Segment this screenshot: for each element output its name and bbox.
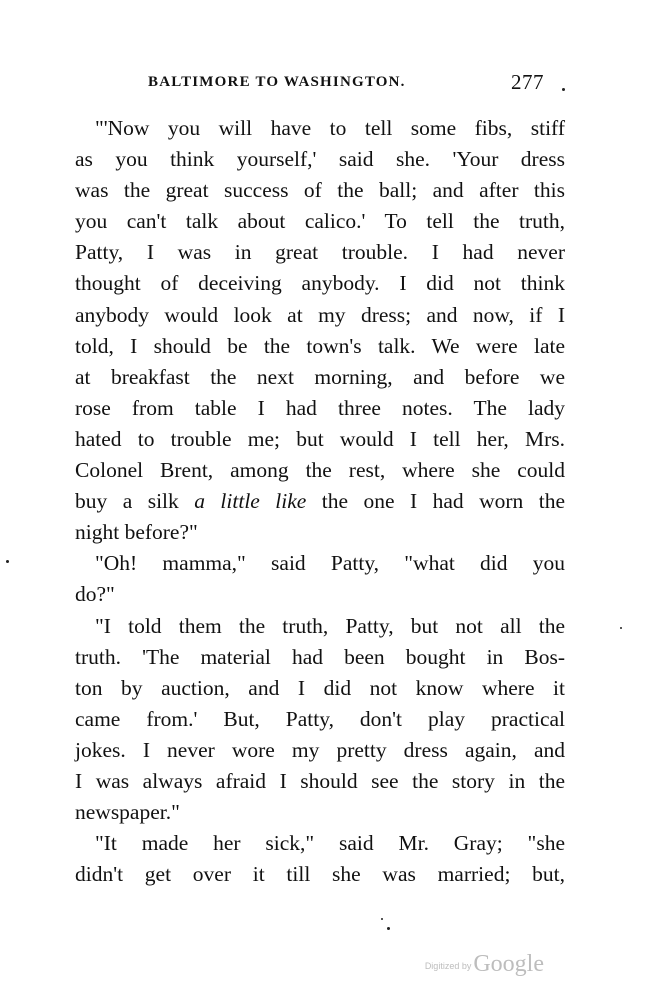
page-speck (387, 927, 390, 930)
text-line: thought of deceiving anybody. I did not think (75, 271, 565, 296)
text-line: Patty, I was in great trouble. I had never (75, 240, 565, 265)
page-number: 277 (511, 70, 544, 94)
text-line: Colonel Brent, among the rest, where she could (75, 458, 565, 483)
text-line: didn't get over it till she was married; but, (75, 862, 565, 887)
text-line: "I told them the truth, Patty, but not all the (95, 613, 565, 638)
text-line: came from.' But, Patty, don't play practical (75, 706, 565, 731)
text-line: anybody would look at my dress; and now, if I (75, 302, 565, 327)
text-line: ton by auction, and I did not know where it (75, 675, 565, 700)
text-line: was the great success of the ball; and after this (75, 178, 565, 203)
text-line: you can't talk about calico.' To tell the truth, (75, 209, 565, 234)
text-line: I was always afraid I should see the story in the (75, 768, 565, 793)
text-line: told, I should be the town's talk. We were late (75, 333, 565, 358)
text-line: "Oh! mamma," said Patty, "what did you (95, 551, 565, 576)
italic-phrase: a little like (194, 489, 307, 514)
digitized-watermark (425, 951, 544, 978)
text-line: hated to trouble me; but would I tell her, Mrs. (75, 426, 565, 451)
text-segment: the one I had worn the (306, 489, 566, 514)
text-line: "'Now you will have to tell some fibs, stiff (95, 116, 565, 140)
text-line: newspaper." (75, 800, 180, 825)
running-head (148, 70, 544, 98)
page-speck (6, 560, 9, 563)
text-line: truth. 'The material had been bought in Bos- (75, 644, 565, 669)
page-speck (620, 627, 622, 629)
text-segment: buy a silk (75, 489, 195, 514)
text-line-with-italic (75, 486, 565, 517)
watermark-prefix: Digitized by (424, 961, 472, 971)
text-line: night before?" (75, 520, 198, 545)
google-logo: Google (473, 951, 544, 977)
text-line: as you think yourself,' said she. 'Your dress (75, 147, 565, 172)
text-line: do?" (75, 582, 115, 607)
body-text (75, 113, 565, 890)
page-speck (381, 918, 383, 920)
text-line: jokes. I never wore my pretty dress again, and (75, 737, 565, 762)
text-line: "It made her sick," said Mr. Gray; "she (95, 831, 565, 856)
page-speck (562, 88, 565, 91)
text-line: rose from table I had three notes. The lady (75, 395, 565, 420)
running-head-title: BALTIMORE TO WASHINGTON. (148, 74, 406, 90)
text-line: at breakfast the next morning, and before we (75, 364, 565, 389)
